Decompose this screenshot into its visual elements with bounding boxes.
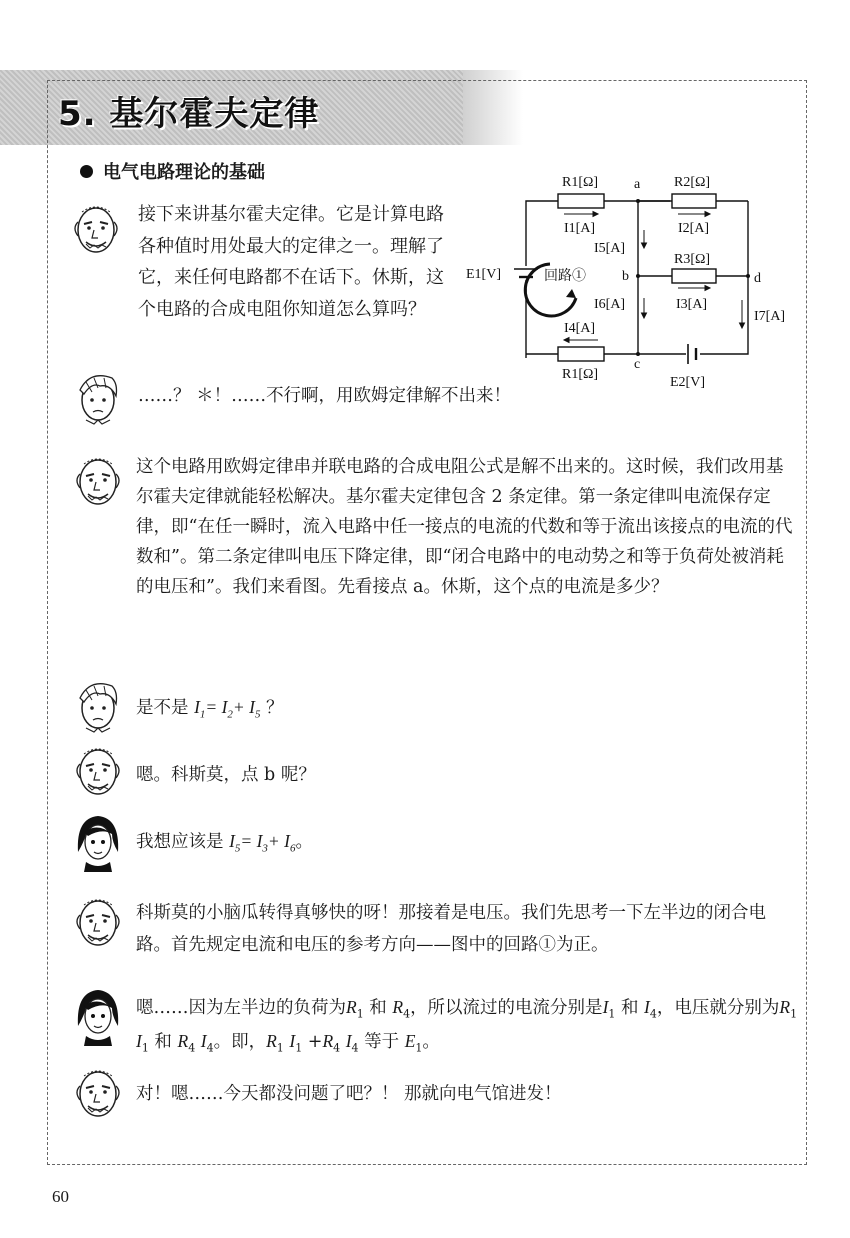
section-heading-text: 电气电路理论的基础 [103,162,265,183]
label-i2: I2[A] [678,221,710,236]
label-r3: R3[Ω] [674,252,711,267]
old-man-avatar [72,742,124,802]
label-i4: I4[A] [564,321,596,336]
resistor-r3 [672,269,716,283]
old-man-face-icon [72,452,124,512]
label-node-b: b [622,269,629,284]
dialogue-text: 对！嗯……今天都没问题了吧？！ 那就向电气馆进发！ [136,1084,562,1104]
old-man-avatar [72,893,124,953]
bullet-icon [80,165,93,178]
boy-avatar [72,368,124,428]
dialogue-prefix: 是不是 [136,698,189,718]
label-i3: I3[A] [676,297,708,312]
old-man-avatar [72,1064,124,1124]
label-r1-bottom: R1[Ω] [562,367,599,382]
section-heading [80,158,265,184]
dialogue-prefix: 我想应该是 [136,832,224,852]
label-i7: I7[A] [754,309,786,324]
girl-avatar [72,812,124,872]
boy-face-icon [72,676,124,736]
dialogue-text: 这个电路用欧姆定律串并联电路的合成电阻公式是解不出来的。这时候，我们改用基尔霍夫定律就能轻松解决。基尔霍夫定律包含 2 条定律。第一条定律叫电流保存定律，即“在任一瞬时，流入电路中任一接点的电流的代数和等于流出该接点的电流的代数和”。第二条定律叫电压下降定律，即“闭合电路中的电动势之和等于负荷处被消耗的电压和”。我们来看图。先看接点 a。休斯，这个点的电流是多少？ [136,457,793,598]
dialogue-text: 嗯。科斯莫，点 b 呢？ [136,765,316,785]
girl-avatar [72,986,124,1046]
page-number: 60 [52,1187,69,1206]
dialogue-text: 是不是 $I_1= I_2+ I_5$ ？ [136,697,284,721]
old-man-avatar [70,200,122,260]
old-man-face-icon [72,893,124,953]
old-man-face-icon [72,742,124,802]
dialogue-text: 嗯……因为左半边的负荷为$R_1$ 和 $R_4$，所以流过的电流分别是$I_1$ 和 $I_4$，电压就分别为$R_1$ $I_1$ 和 $R_4$ $I_4$。即，$R_1$ $I_1 +R_4$ $I_4$ 等于 $E_1$。 [136,997,798,1055]
label-loop: 回路① [544,269,586,284]
label-i1: I1[A] [564,221,596,236]
girl-face-icon [72,986,124,1046]
resistor-r1-bottom [558,347,604,361]
label-e1: E1[V] [466,267,501,282]
label-r2: R2[Ω] [674,175,711,190]
resistor-r2 [672,194,716,208]
girl-face-icon [72,812,124,872]
chapter-title: 5. 基尔霍夫定律 [58,94,320,134]
old-man-avatar [72,452,124,512]
label-node-c: c [634,357,641,372]
label-node-d: d [754,271,761,286]
label-node-a: a [634,177,641,192]
label-r1-top: R1[Ω] [562,175,599,190]
formula-kcl-b: $I_5= I_3+ I_6$ [229,831,296,855]
label-e2: E2[V] [670,375,705,390]
label-i5: I5[A] [594,241,626,256]
old-man-face-icon [72,1064,124,1124]
boy-face-icon [72,368,124,428]
dialogue-text: 我想应该是 $I_5= I_3+ I_6$。 [136,831,313,855]
dialogue-text: ……？ ＊！……不行啊，用欧姆定律解不出来！ [138,386,512,406]
resistor-r1-top [558,194,604,208]
circuit-diagram [458,168,798,398]
old-man-face-icon [70,200,122,260]
label-i6: I6[A] [594,297,626,312]
dialogue-text: 科斯莫的小脑瓜转得真够快的呀！那接着是电压。我们先思考一下左半边的闭合电路。首先规定电流和电压的参考方向——图中的回路①为正。 [136,903,766,955]
dialogue-text: 接下来讲基尔霍夫定律。它是计算电路各种值时用处最大的定律之一。理解了它，来任何电路都不在话下。休斯，这个电路的合成电阻你知道怎么算吗？ [138,204,444,320]
formula-kcl-a: $I_1= I_2+ I_5$ [194,697,261,721]
boy-avatar [72,676,124,736]
